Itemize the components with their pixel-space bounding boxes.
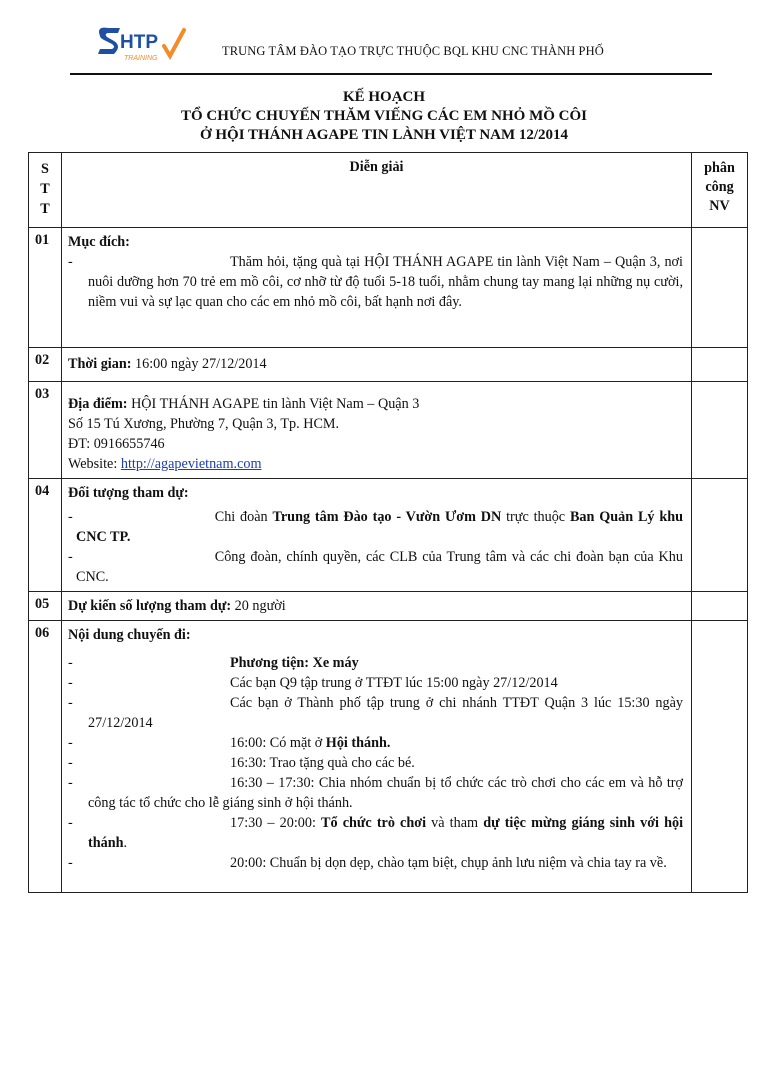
doc-subtitle-1: TỔ CHỨC CHUYẾN THĂM VIẾNG CÁC EM NHỎ MỒ CÔI: [181, 108, 587, 124]
list-item: - Các bạn ở Thành phố tập trung ở chi nhánh TTĐT Quận 3 lúc 15:30 ngày 27/12/2014: [68, 695, 683, 731]
stt-header: S T T: [29, 153, 62, 228]
row-content: [62, 228, 692, 348]
phone: ĐT: 0916655746: [68, 436, 165, 452]
row-label: Đối tượng tham dự:: [68, 485, 189, 501]
assignment-cell: [692, 348, 748, 382]
list-item: - 16:30: Trao tặng quà cho các bé.: [68, 755, 415, 771]
row-label: Dự kiến số lượng tham dự:: [68, 598, 232, 614]
list-item: - 20:00: Chuẩn bị dọn dẹp, chào tạm biệt, chụp ảnh lưu niệm và chia tay ra về.: [68, 855, 667, 871]
website-label: Website:: [68, 456, 118, 472]
row-number: 06: [29, 621, 62, 893]
table-header-row: [29, 153, 748, 228]
row-number: 01: [29, 228, 62, 348]
list-item: - Chi đoàn Trung tâm Đào tạo - Vườn Ươm DN trực thuộc Ban Quản Lý khu CNC TP.: [68, 509, 684, 545]
row-value: HỘI THÁNH AGAPE tin lành Việt Nam – Quận 3: [131, 396, 420, 412]
row-content: [62, 592, 692, 621]
list-item: - Thăm hỏi, tặng quà tại HỘI THÁNH AGAPE tin lành Việt Nam – Quận 3, nơi nuôi dưỡng hơn 70 trẻ em mồ côi, cơ nhỡ từ độ tuổi 5-18 tuổi, nhằm chung tay mang lại những nụ cười, niềm vui và sự lạc quan cho các em nhỏ mồ côi, bất hạnh nơi đây.: [68, 254, 683, 310]
table-row-02: [29, 348, 748, 382]
page-header: [0, 0, 768, 80]
row-number: 03: [29, 382, 62, 479]
row-content: [62, 348, 692, 382]
logo-text: HTP: [120, 32, 158, 53]
assignment-cell: [692, 621, 748, 893]
assignment-cell: [692, 592, 748, 621]
list-item: - Phương tiện: Xe máy: [68, 655, 359, 671]
table-row-04: [29, 479, 748, 592]
row-value: 16:00 ngày 27/12/2014: [135, 356, 267, 372]
row-label: Nội dung chuyến đi:: [68, 627, 191, 643]
logo-subtext: TRAINING: [124, 55, 158, 62]
row-content: [62, 382, 692, 479]
table-row-03: [29, 382, 748, 479]
row-number: 02: [29, 348, 62, 382]
row-number: 05: [29, 592, 62, 621]
row-content: [62, 479, 692, 592]
assignment-header: phân công NV: [692, 153, 748, 228]
row-label: Mục đích:: [68, 234, 130, 250]
row-value: 20 người: [234, 598, 286, 614]
header-rule: [70, 73, 712, 75]
list-item: - 16:00: Có mặt ở Hội thánh.: [68, 735, 391, 751]
table-row-01: [29, 228, 748, 348]
center-name: TRUNG TÂM ĐÀO TẠO TRỰC THUỘC BQL KHU CNC THÀNH PHỐ: [222, 44, 604, 58]
row-label: Địa điểm:: [68, 396, 128, 412]
assignment-cell: [692, 479, 748, 592]
table-row-05: [29, 592, 748, 621]
assignment-cell: [692, 382, 748, 479]
list-item: - 17:30 – 20:00: Tổ chức trò chơi và tham dự tiệc mừng giáng sinh với hội thánh.: [68, 815, 684, 851]
assignment-cell: [692, 228, 748, 348]
address: Số 15 Tú Xương, Phường 7, Quận 3, Tp. HCM.: [68, 416, 340, 432]
website-link[interactable]: http://agapevietnam.com: [120, 456, 262, 472]
row-label: Thời gian:: [68, 356, 132, 372]
doc-title: KẾ HOẠCH: [342, 89, 426, 105]
list-item: - Công đoàn, chính quyền, các CLB của Trung tâm và các chi đoàn bạn của Khu CNC.: [68, 549, 683, 585]
list-item: - 16:30 – 17:30: Chia nhóm chuẩn bị tổ chức các trò chơi cho các em và hỗ trợ công tác tổ chức cho lễ giáng sinh ở hội thánh.: [68, 775, 683, 811]
plan-table: [28, 152, 748, 893]
row-content: [62, 621, 692, 893]
description-header: Diễn giải: [62, 153, 692, 228]
htp-training-logo: [94, 24, 194, 68]
row-number: 04: [29, 479, 62, 592]
doc-subtitle-2: Ở HỘI THÁNH AGAPE TIN LÀNH VIỆT NAM 12/2014: [199, 127, 569, 143]
list-item: - Các bạn Q9 tập trung ở TTĐT lúc 15:00 ngày 27/12/2014: [68, 675, 558, 691]
table-row-06: [29, 621, 748, 893]
